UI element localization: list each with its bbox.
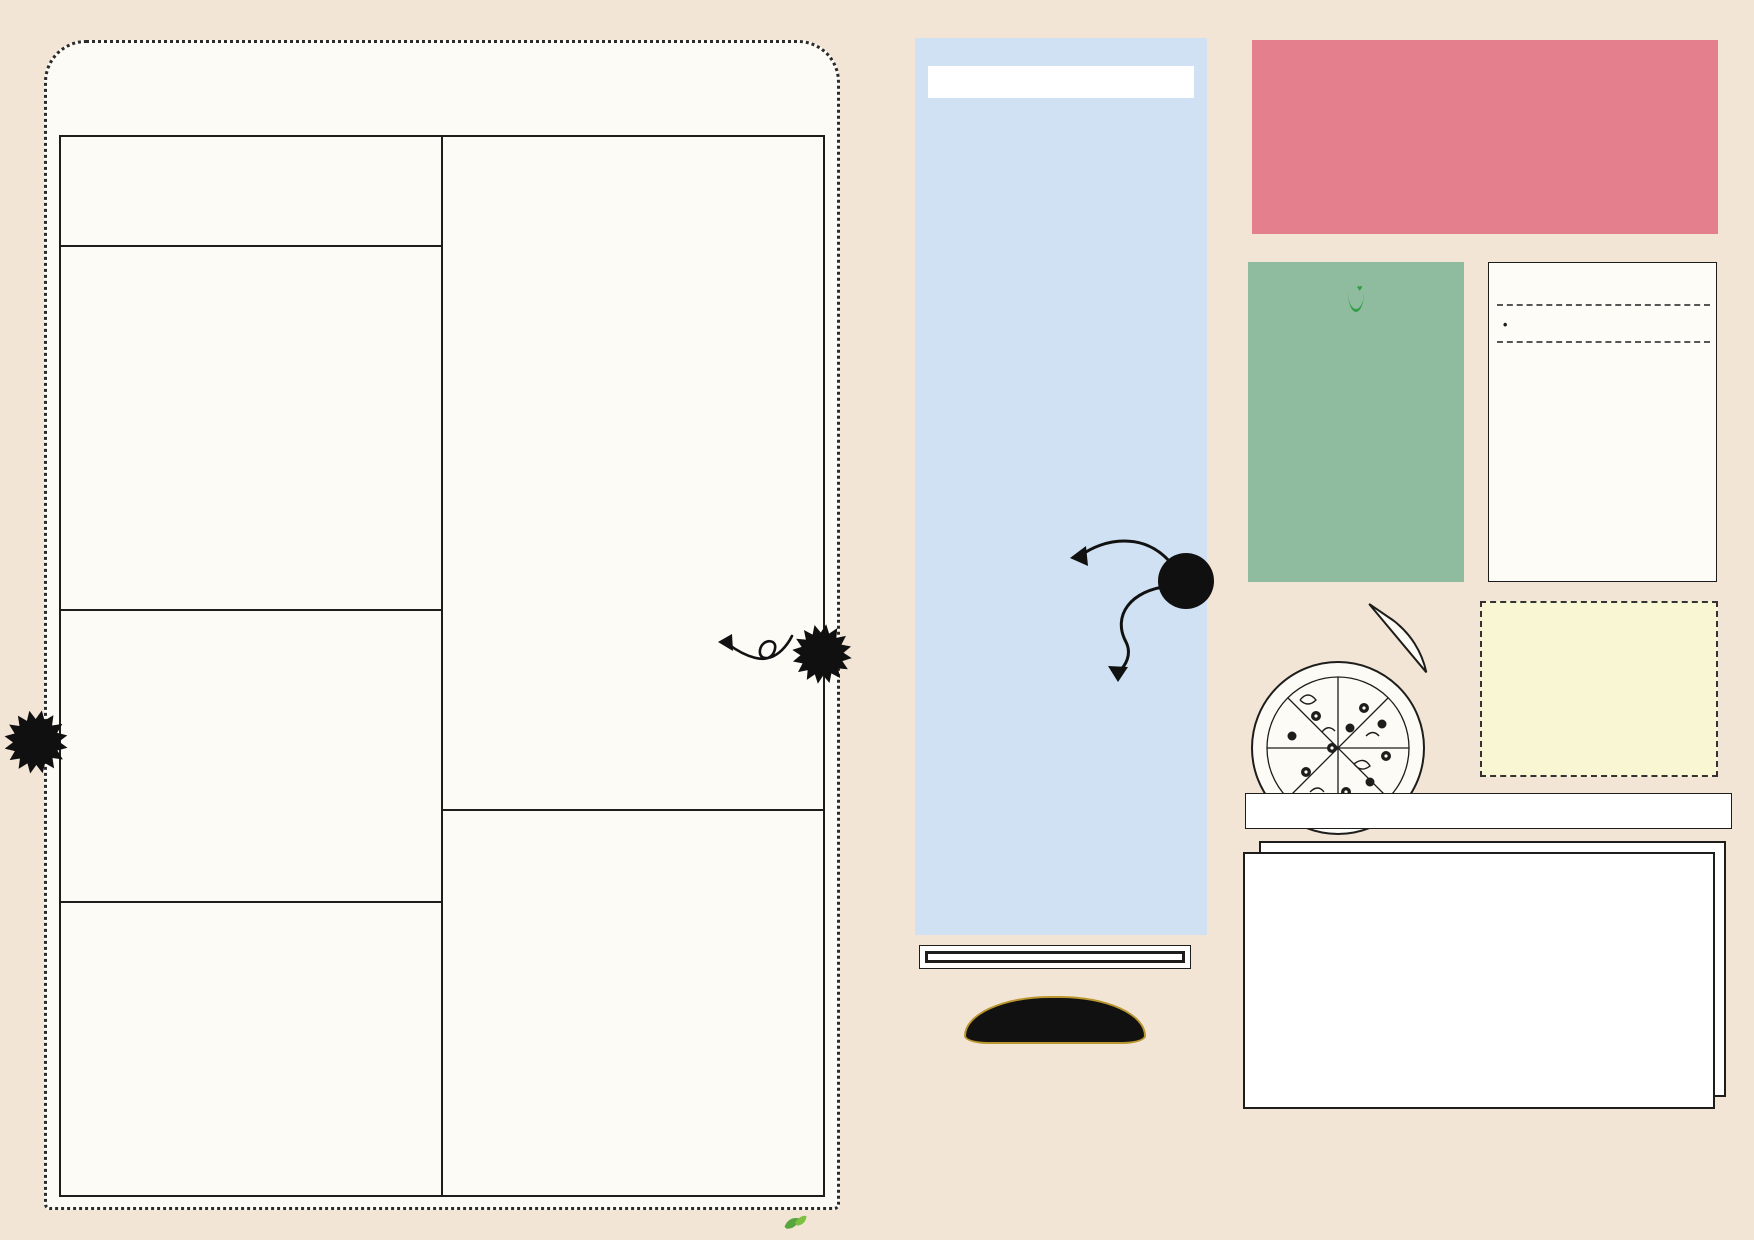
kids-box [1480,601,1718,777]
coin-vege-panel [1248,262,1464,582]
legend-sans-viande [782,1212,816,1233]
section-speciales [443,137,823,811]
section-incontournables [61,903,441,921]
section-signatures [443,811,823,829]
new-badge [1158,553,1214,609]
frites-strip [1245,793,1732,829]
salades-panel [1252,40,1718,234]
price-row [61,137,441,155]
footer [910,1122,1730,1130]
tapas-box [1488,262,1717,582]
section-fromages [61,611,441,903]
ben-and-jerrys-logo [964,996,1146,1044]
dashed-divider [1497,304,1710,306]
desserts-section [905,945,1205,1044]
dashed-divider [1497,341,1710,343]
leaf-icon [782,1212,808,1233]
plateau-tapas [1503,351,1704,398]
price-row [1248,274,1464,278]
pizzas-left-column [61,137,443,1195]
desserts-title [925,951,1185,963]
boissons-section [1243,852,1715,1109]
price-row [443,811,823,829]
desserts-title-box [919,945,1191,969]
pizzas-grid [59,135,825,1197]
price-row [61,903,441,921]
burgers-panel [915,38,1207,935]
base-legend [56,1212,840,1233]
section-classiques [61,247,441,611]
arrow-doodle-icon [714,620,796,668]
price-row [61,611,441,629]
burger-options-box [928,66,1194,98]
price-row [61,247,441,265]
arrow-doodle-icon [1066,520,1176,695]
happyvore-logo [1248,290,1464,308]
price-row [443,137,823,155]
boissons-box [1243,852,1715,1109]
section-basique [61,137,441,247]
